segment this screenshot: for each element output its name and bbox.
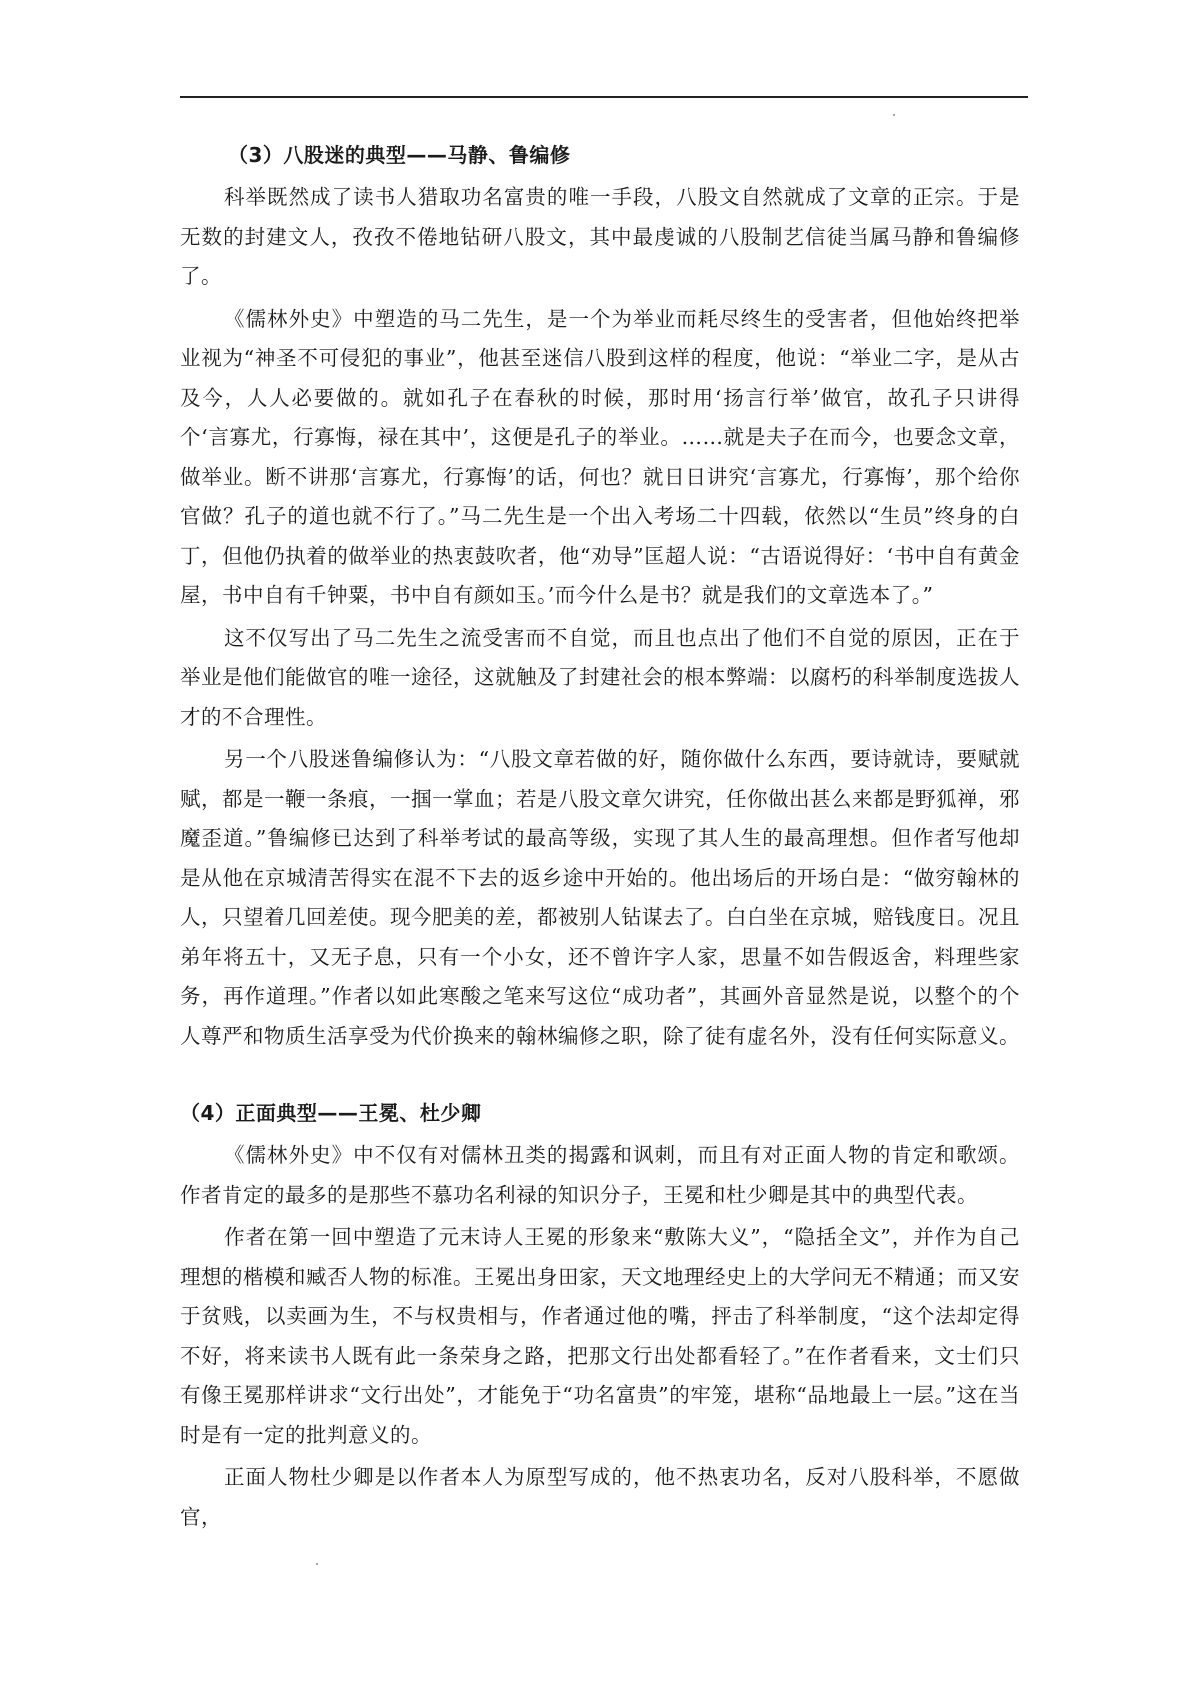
scan-speck [893,114,895,116]
scan-speck [316,1563,318,1565]
header-rule [180,96,1028,98]
paragraph: 作者在第一回中塑造了元末诗人王冕的形象来“敷陈大义”，“隐括全文”，并作为自己理想的楷模和臧否人物的标准。王冕出身田家，天文地理经史上的大学问无不精通；而又安于贫贱，以卖画为生，不与权贵相与，作者通过他的嘴，抨击了科举制度，“这个法却定得不好，将来读书人既有此一条荣身之路，把那文行出处都看轻了。”在作者看来，文士们只有像王冕那样讲求“文行出处”，才能免于“功名富贵”的牢笼，堪称“品地最上一层。”这在当时是有一定的批判意义的。 [180,1225,1020,1447]
paragraph: 正面人物杜少卿是以作者本人为原型写成的，他不热衷功名，反对八股科举，不愿做官， [180,1465,1020,1529]
paragraph: 另一个八股迷鲁编修认为：“八股文章若做的好，随你做什么东西，要诗就诗，要赋就赋，都是一鞭一条痕，一掴一掌血；若是八股文章欠讲究，任你做出甚么来都是野狐禅，邪魔歪道。”鲁编修已达到了科举考试的最高等级，实现了其人生的最高理想。但作者写他却是从他在京城清苦得实在混不下去的返乡途中开始的。他出场后的开场白是：“做穷翰林的人，只望着几回差使。现今肥美的差，都被别人钻谋去了。白白坐在京城，赔钱度日。况且弟年将五十，又无子息，只有一个小女，还不曾许字人家，思量不如告假返舍，料理些家务，再作道理。”作者以如此寒酸之笔来写这位“成功者”，其画外音显然是说，以整个的个人尊严和物质生活享受为代价换来的翰林编修之职，除了徒有虚名外，没有任何实际意义。 [180,747,1020,1048]
section-heading-3: （3）八股迷的典型——马静、鲁编修 [228,143,571,167]
paragraph: 《儒林外史》中不仅有对儒林丑类的揭露和讽刺，而且有对正面人物的肯定和歌颂。作者肯定的最多的是那些不慕功名利禄的知识分子，王冕和杜少卿是其中的典型代表。 [180,1143,1020,1207]
section-heading-4: （4）正面典型——王冕、杜少卿 [180,1101,482,1125]
document-body [180,140,1020,1540]
paragraph: 这不仅写出了马二先生之流受害而不自觉，而且也点出了他们不自觉的原因，正在于举业是他们能做官的唯一途径，这就触及了封建社会的根本弊端：以腐朽的科举制度选拔人才的不合理性。 [180,625,1020,729]
paragraph: 科举既然成了读书人猎取功名富贵的唯一手段，八股文自然就成了文章的正宗。于是无数的封建文人，孜孜不倦地钻研八股文，其中最虔诚的八股制艺信徒当属马静和鲁编修了。 [180,185,1020,288]
paragraph: 《儒林外史》中塑造的马二先生，是一个为举业而耗尽终生的受害者，但他始终把举业视为“神圣不可侵犯的事业”，他甚至迷信八股到这样的程度，他说：“举业二字，是从古及今，人人必要做的。就如孔子在春秋的时候，那时用‘扬言行举’做官，故孔子只讲得个‘言寡尤，行寡悔，禄在其中’，这便是孔子的举业。……就是夫子在而今，也要念文章，做举业。断不讲那‘言寡尤，行寡悔’的话，何也？就日日讲究‘言寡尤，行寡悔’，那个给你官做？孔子的道也就不行了。”马二先生是一个出入考场二十四载，依然以“生员”终身的白丁，但他仍执着的做举业的热衷鼓吹者，他“劝导”匡超人说：“古语说得好：‘书中自有黄金屋，书中自有千钟粟，书中自有颜如玉。’而今什么是书？就是我们的文章选本了。” [180,306,1020,607]
